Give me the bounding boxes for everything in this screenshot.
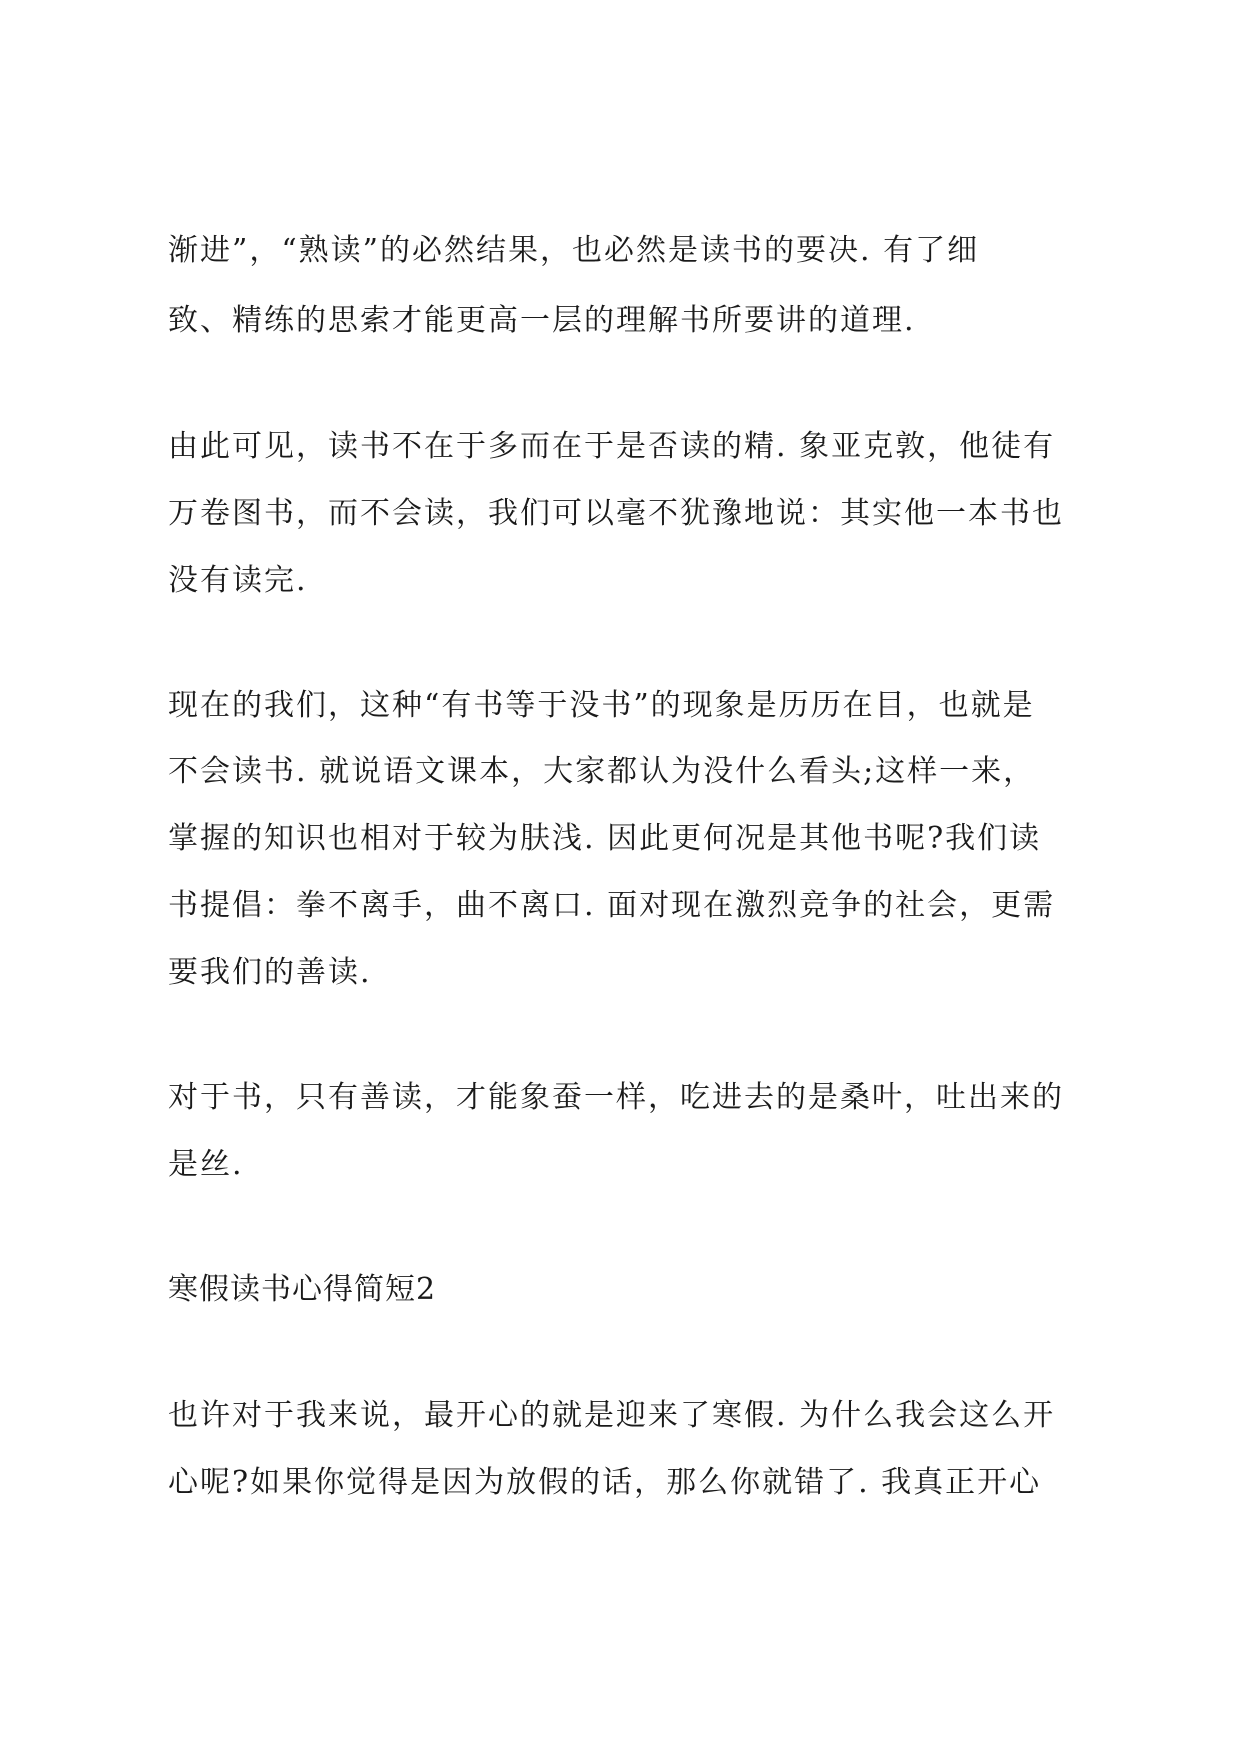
paragraph-1-line-2: 致、精练的思索才能更高一层的理解书所要讲的道理. bbox=[168, 303, 916, 338]
paragraph-2-line-3: 没有读完. bbox=[168, 563, 308, 598]
paragraph-2-line-1: 由此可见，读书不在于多而在于是否读的精. 象亚克敦，他徒有 bbox=[168, 429, 1056, 464]
paragraph-2-line-2: 万卷图书，而不会读，我们可以毫不犹豫地说：其实他一本书也 bbox=[168, 496, 1064, 531]
paragraph-1-line-1: 渐进”，“熟读”的必然结果，也必然是读书的要决. 有了细 bbox=[168, 233, 980, 268]
section-heading: 寒假读书心得简短2 bbox=[168, 1272, 437, 1307]
paragraph-3-line-3: 掌握的知识也相对于较为肤浅. 因此更何况是其他书呢?我们读 bbox=[168, 821, 1042, 856]
paragraph-5-line-1: 也许对于我来说，最开心的就是迎来了寒假. 为什么我会这么开 bbox=[168, 1398, 1056, 1433]
paragraph-3-line-4: 书提倡：拳不离手，曲不离口. 面对现在激烈竞争的社会，更需 bbox=[168, 888, 1056, 923]
paragraph-3-line-5: 要我们的善读. bbox=[168, 955, 372, 990]
paragraph-3-line-1: 现在的我们，这种“有书等于没书”的现象是历历在目，也就是 bbox=[168, 688, 1035, 723]
paragraph-4-line-2: 是丝. bbox=[168, 1147, 244, 1182]
paragraph-3-line-2: 不会读书. 就说语文课本，大家都认为没什么看头;这样一来， bbox=[168, 754, 1036, 789]
paragraph-5-line-2: 心呢?如果你觉得是因为放假的话，那么你就错了. 我真正开心 bbox=[168, 1465, 1042, 1500]
paragraph-4-line-1: 对于书，只有善读，才能象蚕一样，吃进去的是桑叶，吐出来的 bbox=[168, 1080, 1064, 1115]
